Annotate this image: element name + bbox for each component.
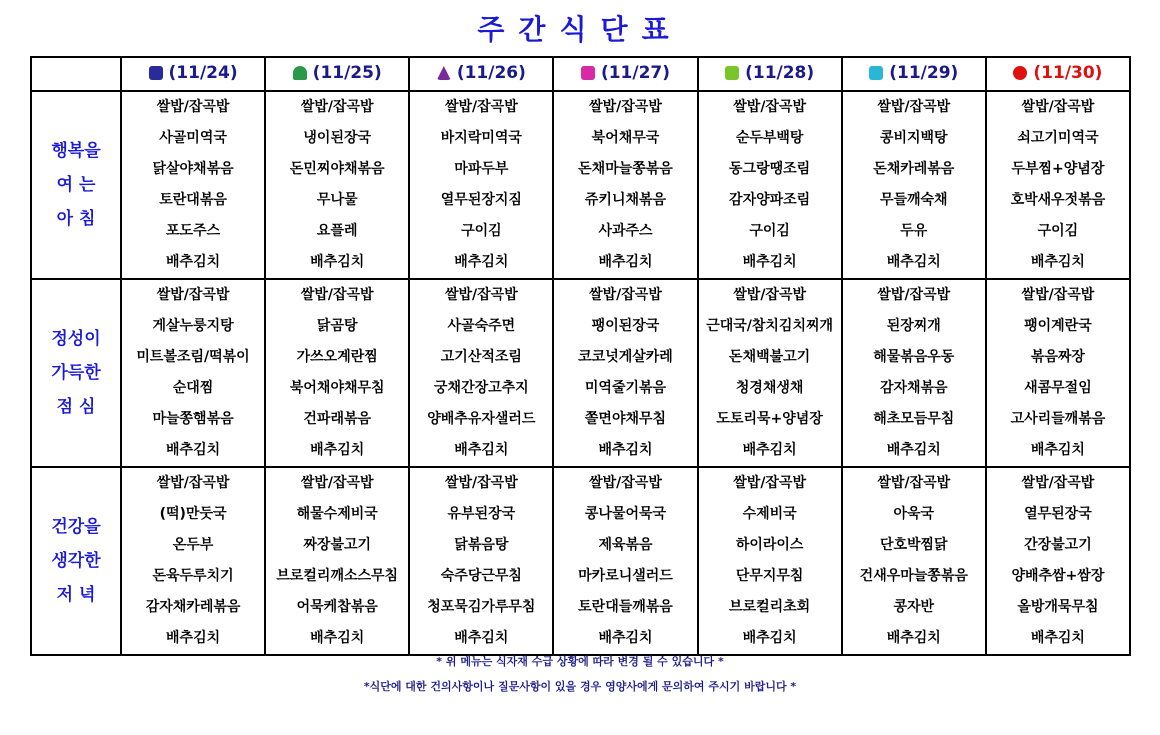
- menu-item: 감자양파조림: [729, 192, 811, 208]
- menu-item: 고사리들깨볶음: [1010, 411, 1106, 427]
- menu-item: 쌀밥/잡곡밥: [156, 287, 230, 303]
- meal-label-line: 정성이: [51, 329, 101, 349]
- menu-item: 배추김치: [742, 254, 797, 270]
- menu-item: 배추김치: [886, 630, 941, 646]
- menu-item: 쌀밥/잡곡밥: [444, 475, 518, 491]
- menu-item: 배추김치: [598, 442, 653, 458]
- menu-item: 감자채볶음: [879, 380, 948, 396]
- meal-label-line: 여 는: [56, 175, 96, 195]
- menu-item: 근대국/참치김치찌개: [706, 318, 834, 334]
- menu-item: 해물볶음우동: [873, 349, 955, 365]
- menu-cell: [265, 467, 409, 655]
- menu-item: 마파두부: [454, 161, 509, 177]
- menu-cell: [698, 91, 842, 279]
- meal-label-line: 아 침: [56, 209, 96, 229]
- menu-item: 배추김치: [166, 254, 221, 270]
- menu-item: 쥬키니채볶음: [584, 192, 667, 208]
- sun-icon: [1013, 66, 1027, 80]
- notice-menu-change: * 위 메뉴는 식자재 수급 상황에 따라 변경 될 수 있습니다 *: [436, 655, 724, 668]
- menu-item: 쌀밥/잡곡밥: [589, 99, 662, 115]
- menu-cell: [553, 467, 697, 655]
- menu-item: 쌀밥/잡곡밥: [877, 99, 951, 115]
- menu-item: 무나물: [316, 192, 358, 208]
- menu-item: 고기산적조림: [440, 349, 522, 365]
- menu-item: 쌀밥/잡곡밥: [877, 475, 951, 491]
- day-header-holiday: (11/30): [986, 57, 1130, 91]
- menu-cell: [986, 467, 1130, 655]
- menu-item: 쌀밥/잡곡밥: [300, 287, 374, 303]
- menu-item: 구이김: [1037, 223, 1079, 239]
- menu-item: 돈민찌야채볶음: [289, 161, 385, 177]
- weekly-menu-table: [30, 56, 1131, 656]
- fri-icon: [725, 66, 739, 80]
- notice-inquiry: *식단에 대한 건의사항이나 질문사항이 있을 경우 영양사에게 문의하여 주시기 바랍니다 *: [363, 680, 797, 693]
- menu-cell: [698, 467, 842, 655]
- menu-item: 배추김치: [166, 630, 221, 646]
- menu-item: 청포묵김가루무침: [427, 599, 536, 615]
- menu-cell: [842, 467, 986, 655]
- menu-item: 쌀밥/잡곡밥: [589, 287, 662, 303]
- menu-item: 돈채백불고기: [729, 349, 811, 365]
- menu-cell: [265, 91, 409, 279]
- menu-item: 단호박찜닭: [879, 537, 948, 553]
- menu-item: 청경채생채: [735, 380, 804, 396]
- meal-label: [31, 279, 121, 467]
- menu-item: 마늘쫑햄볶음: [152, 411, 234, 427]
- meal-row: [31, 91, 1130, 279]
- menu-item: 코코넛게살카레: [578, 349, 673, 365]
- menu-item: 순두부백탕: [735, 130, 804, 146]
- menu-item: 돈육두루치기: [152, 568, 234, 584]
- day-header: (11/29): [842, 57, 986, 91]
- menu-item: 아욱국: [893, 506, 935, 522]
- menu-item: 온두부: [172, 537, 214, 553]
- meal-label: [31, 91, 121, 279]
- menu-item: 사과주스: [598, 223, 653, 239]
- menu-item: 쌀밥/잡곡밥: [1021, 99, 1095, 115]
- menu-item: 배추김치: [454, 442, 509, 458]
- menu-item: 두유: [900, 223, 928, 239]
- menu-item: 배추김치: [742, 442, 797, 458]
- menu-item: 배추김치: [166, 442, 221, 458]
- tue-icon: [293, 66, 307, 80]
- menu-item: 브로컬리깨소스무침: [276, 568, 399, 584]
- meal-label: [31, 467, 121, 655]
- menu-item: 배추김치: [310, 442, 365, 458]
- meal-label-line: 가득한: [51, 363, 101, 383]
- menu-item: 쌀밥/잡곡밥: [300, 475, 374, 491]
- menu-item: 열무된장국: [1024, 506, 1092, 522]
- menu-item: (떡)만둣국: [159, 506, 227, 522]
- menu-item: 수제비국: [742, 506, 797, 522]
- menu-item: 닭살야채볶음: [152, 161, 234, 177]
- menu-item: 북어채야채무침: [289, 380, 385, 396]
- menu-item: 도토리묵+양념장: [716, 411, 823, 427]
- menu-item: 순대찜: [172, 380, 214, 396]
- mon-icon: [149, 66, 163, 80]
- menu-item: 미역줄기볶음: [584, 380, 667, 396]
- menu-item: 배추김치: [454, 630, 509, 646]
- menu-item: 배추김치: [1030, 442, 1085, 458]
- menu-cell: [842, 91, 986, 279]
- menu-item: 돈채마늘쫑볶음: [578, 161, 673, 177]
- menu-item: 쌀밥/잡곡밥: [156, 99, 230, 115]
- menu-item: 된장찌개: [886, 318, 941, 334]
- menu-item: 쇠고기미역국: [1017, 130, 1099, 146]
- sat-icon: [869, 66, 883, 80]
- menu-item: 배추김치: [742, 630, 797, 646]
- menu-item: 가쓰오계란찜: [296, 349, 378, 365]
- menu-item: 배추김치: [598, 254, 653, 270]
- menu-item: 배추김치: [598, 630, 653, 646]
- menu-item: 건새우마늘쫑볶음: [859, 568, 968, 584]
- menu-cell: [121, 467, 265, 655]
- wed-icon: [437, 66, 451, 80]
- menu-item: 동그랑땡조림: [729, 161, 811, 177]
- menu-item: 간장불고기: [1024, 537, 1092, 553]
- menu-item: 구이김: [749, 223, 790, 239]
- menu-item: 쌀밥/잡곡밥: [589, 475, 662, 491]
- menu-item: 열무된장지짐: [440, 192, 522, 208]
- menu-item: 두부찜+양념장: [1011, 161, 1105, 177]
- menu-item: 쌀밥/잡곡밥: [733, 99, 806, 115]
- menu-item: 닭볶음탕: [454, 537, 509, 553]
- menu-cell: [121, 91, 265, 279]
- menu-item: 북어채무국: [591, 130, 660, 146]
- menu-item: 볶음짜장: [1030, 349, 1085, 365]
- corner-cell: [31, 57, 121, 91]
- menu-item: 게살누룽지탕: [152, 318, 234, 334]
- menu-item: 단무지무침: [735, 568, 804, 584]
- menu-cell: [265, 279, 409, 467]
- menu-item: 바지락미역국: [440, 130, 522, 146]
- menu-item: 양배추유자샐러드: [427, 411, 536, 427]
- menu-cell: [986, 279, 1130, 467]
- menu-item: 팽이된장국: [591, 318, 660, 334]
- menu-item: 포도주스: [166, 223, 221, 239]
- menu-item: 짜장불고기: [303, 537, 372, 553]
- menu-item: 건파래볶음: [303, 411, 372, 427]
- menu-item: 하이라이스: [735, 537, 804, 553]
- menu-item: 해물수제비국: [296, 506, 378, 522]
- menu-item: 양배추쌈+쌈장: [1011, 568, 1105, 584]
- menu-item: 제육볶음: [598, 537, 653, 553]
- menu-item: 냉이된장국: [303, 130, 372, 146]
- menu-item: 콩자반: [893, 599, 935, 615]
- menu-cell: [409, 467, 553, 655]
- meal-label-line: 저 녁: [56, 585, 96, 605]
- menu-item: 사골미역국: [159, 130, 227, 146]
- thu-icon: [581, 66, 595, 80]
- menu-item: 쌀밥/잡곡밥: [1021, 287, 1095, 303]
- menu-cell: [698, 279, 842, 467]
- menu-cell: [553, 91, 697, 279]
- menu-item: 콩비지백탕: [879, 130, 948, 146]
- menu-item: 요플레: [316, 223, 358, 239]
- menu-item: 쫄면야채무침: [584, 411, 667, 427]
- meal-label-line: 점 심: [56, 397, 96, 417]
- menu-item: 마카로니샐러드: [578, 568, 673, 584]
- day-header: (11/27): [553, 57, 697, 91]
- menu-item: 토란대볶음: [159, 192, 227, 208]
- menu-item: 사골숙주면: [447, 318, 516, 334]
- menu-item: 어묵케찹볶음: [296, 599, 378, 615]
- menu-cell: [409, 91, 553, 279]
- menu-item: 새콤무절임: [1024, 380, 1092, 396]
- menu-cell: [121, 279, 265, 467]
- day-header: (11/25): [265, 57, 409, 91]
- meal-row: [31, 279, 1130, 467]
- menu-cell: [409, 279, 553, 467]
- menu-cell: [842, 279, 986, 467]
- day-header: (11/26): [409, 57, 553, 91]
- menu-item: 쌀밥/잡곡밥: [733, 475, 806, 491]
- menu-item: 미트볼조림/떡볶이: [136, 349, 250, 365]
- menu-item: 올방개묵무침: [1017, 599, 1099, 615]
- meal-label-line: 생각한: [51, 551, 101, 571]
- menu-item: 쌀밥/잡곡밥: [444, 287, 518, 303]
- menu-item: 콩나물어묵국: [584, 506, 667, 522]
- menu-item: 브로컬리초회: [729, 599, 811, 615]
- menu-item: 토란대들깨볶음: [578, 599, 673, 615]
- menu-item: 궁채간장고추지: [434, 380, 529, 396]
- day-header: (11/24): [121, 57, 265, 91]
- page-title: 주간식단표: [477, 13, 683, 46]
- menu-item: 팽이계란국: [1024, 318, 1092, 334]
- menu-item: 구이김: [461, 223, 502, 239]
- menu-item: 해초모듬무침: [873, 411, 955, 427]
- menu-item: 무들깨숙채: [879, 192, 948, 208]
- menu-item: 배추김치: [454, 254, 509, 270]
- menu-cell: [986, 91, 1130, 279]
- menu-item: 배추김치: [1030, 630, 1085, 646]
- menu-item: 쌀밥/잡곡밥: [300, 99, 374, 115]
- menu-item: 유부된장국: [447, 506, 516, 522]
- menu-item: 호박새우젓볶음: [1010, 192, 1106, 208]
- menu-item: 쌀밥/잡곡밥: [444, 99, 518, 115]
- menu-item: 쌀밥/잡곡밥: [877, 287, 951, 303]
- menu-item: 감자채카레볶음: [145, 599, 241, 615]
- menu-item: 숙주당근무침: [440, 568, 522, 584]
- menu-item: 쌀밥/잡곡밥: [156, 475, 230, 491]
- menu-cell: [553, 279, 697, 467]
- meal-row: [31, 467, 1130, 655]
- menu-item: 배추김치: [310, 630, 365, 646]
- meal-label-line: 건강을: [51, 517, 101, 537]
- menu-item: 배추김치: [310, 254, 365, 270]
- menu-item: 쌀밥/잡곡밥: [733, 287, 806, 303]
- menu-item: 배추김치: [886, 254, 941, 270]
- menu-item: 돈채카레볶음: [873, 161, 955, 177]
- day-header: (11/28): [698, 57, 842, 91]
- menu-item: 배추김치: [1030, 254, 1085, 270]
- menu-item: 배추김치: [886, 442, 941, 458]
- menu-item: 쌀밥/잡곡밥: [1021, 475, 1095, 491]
- menu-item: 닭곰탕: [316, 318, 358, 334]
- meal-label-line: 행복을: [51, 141, 101, 161]
- header-row: [31, 57, 1130, 91]
